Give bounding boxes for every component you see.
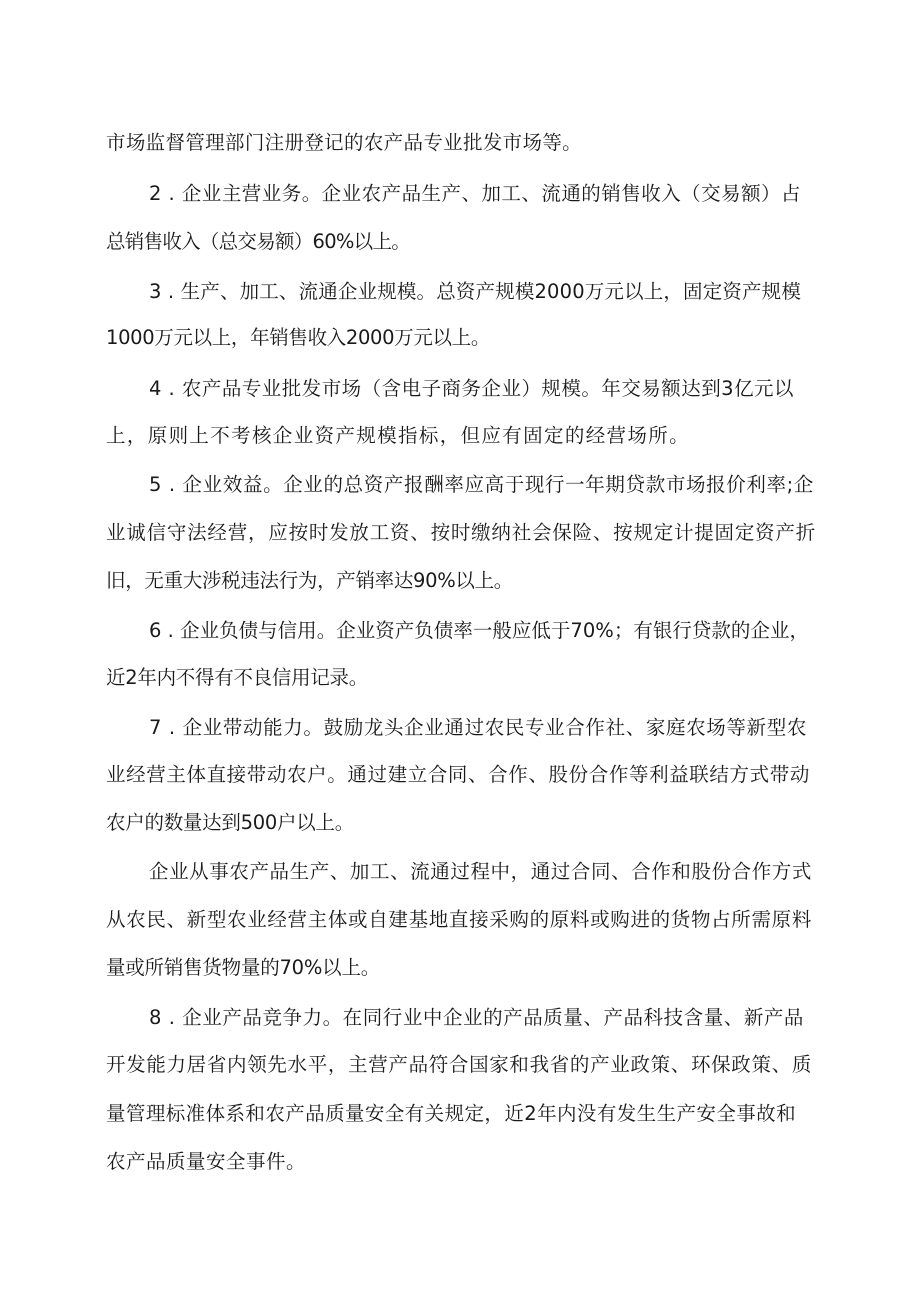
paragraph-line: 2 . 企业主营业务。企业农产品生产、加工、流通的销售收入（交易额）占 xyxy=(149,182,801,205)
paragraph-line: 上，原则上不考核企业资产规模指标，但应有固定的经营场所。 xyxy=(106,424,690,447)
paragraph-line: 1000万元以上，年销售收入2000万元以上。 xyxy=(106,326,490,349)
paragraph-line: 3 . 生产、加工、流通企业规模。总资产规模2000万元以上，固定资产规模 xyxy=(149,280,801,303)
paragraph-line: 业经营主体直接带动农户。通过建立合同、合作、股份合作等利益联结方式带动 xyxy=(106,763,810,786)
paragraph-line: 旧，无重大涉税违法行为，产销率达90%以上。 xyxy=(106,569,513,592)
paragraph-line: 农产品质量安全事件。 xyxy=(106,1150,306,1173)
paragraph-line: 量或所销售货物量的70%以上。 xyxy=(106,956,380,979)
paragraph-line: 业诚信守法经营，应按时发放工资、按时缴纳社会保险、按规定计提固定资产折 xyxy=(106,521,816,544)
paragraph-line: 5 . 企业效益。企业的总资产报酬率应高于现行一年期贷款市场报价利率;企 xyxy=(149,473,815,496)
paragraph-line: 7 . 企业带动能力。鼓励龙头企业通过农民专业合作社、家庭农场等新型农 xyxy=(149,716,807,739)
paragraph-line: 近2年内不得有不良信用记录。 xyxy=(106,666,368,689)
paragraph-line: 4 . 农产品专业批发市场（含电子商务企业）规模。年交易额达到3亿元以 xyxy=(149,377,794,400)
paragraph-line: 农户的数量达到500户以上。 xyxy=(106,811,354,834)
paragraph-line: 总销售收入（总交易额）60%以上。 xyxy=(106,230,410,253)
paragraph-line: 企业从事农产品生产、加工、流通过程中，通过合同、合作和股份合作方式 xyxy=(149,860,812,883)
paragraph-line: 量管理标准体系和农产品质量安全有关规定，近2年内没有发生生产安全事故和 xyxy=(106,1102,796,1125)
paragraph-line: 市场监督管理部门注册登记的农产品专业批发市场等。 xyxy=(106,131,582,154)
paragraph-line: 从农民、新型农业经营主体或自建基地直接采购的原料或购进的货物占所需原料 xyxy=(106,908,812,931)
paragraph-line: 8 . 企业产品竞争力。在同行业中企业的产品质量、产品科技含量、新产品 xyxy=(149,1006,804,1029)
paragraph-line: 开发能力居省内领先水平，主营产品符合国家和我省的产业政策、环保政策、质 xyxy=(106,1053,812,1076)
paragraph-line: 6 . 企业负债与信用。企业资产负债率一般应低于70%；有银行贷款的企业， xyxy=(149,619,809,642)
